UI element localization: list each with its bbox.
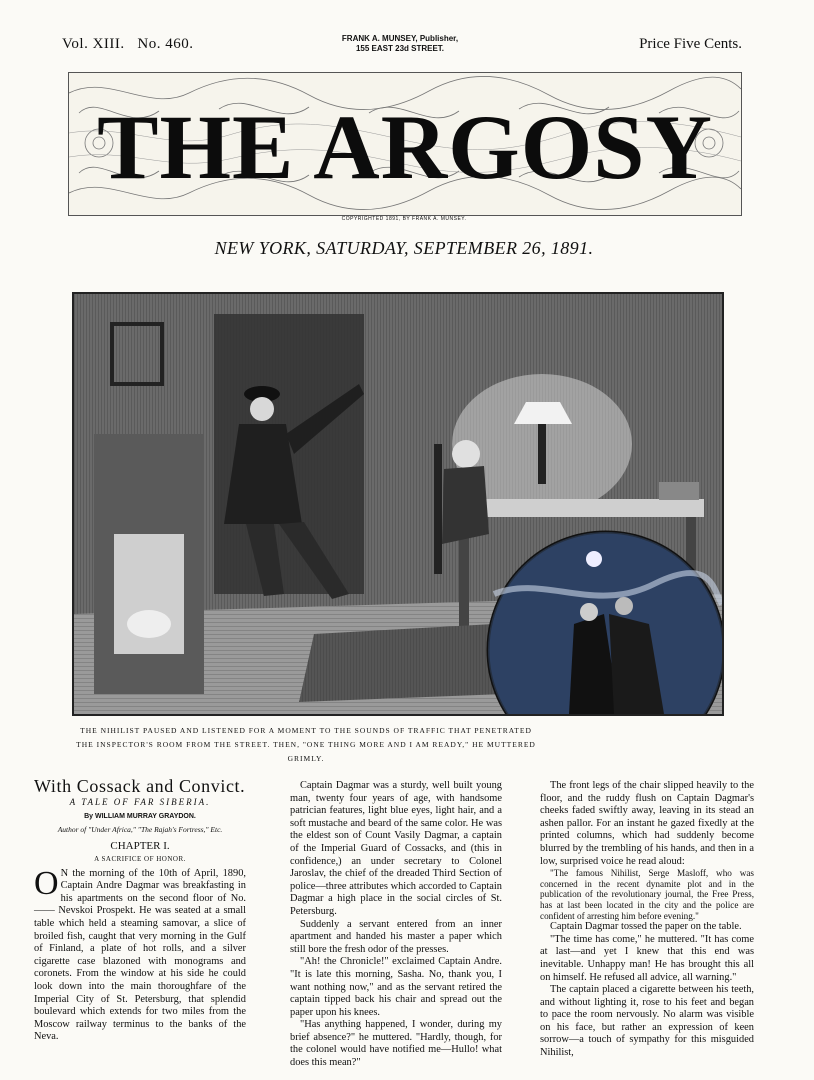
paragraph: "Has anything happened, I wonder, during my brief absence?" he muttered. "Hardly, though, for the colonel would have notified me—Hullo! what does this mean?" (290, 1019, 502, 1069)
engraving-illustration (72, 292, 724, 716)
story-byline: By WILLIAM MURRAY GRAYDON. (84, 813, 196, 821)
issue-number: No. 460. (137, 36, 194, 52)
column-2 (290, 780, 502, 1070)
publisher-name: FRANK A. MUNSEY, Publisher, (341, 34, 459, 43)
paragraph: Suddenly a servant entered from an inner apartment and handed his master a paper which still bore the fresh odor of the presses. (290, 918, 502, 955)
copyright-line: COPYRIGHTED 1891, BY FRANK A. MUNSEY. (341, 216, 467, 222)
paragraph: The captain placed a cigarette between his teeth, and without lighting it, rose to his feet and began to pace the room nervously. No alarm was visible on his face, but rather an expression of keen sorrow—a touch of sympathy for this misguided Nihilist, (540, 984, 754, 1059)
paragraph: Captain Dagmar was a sturdy, well built young man, twenty four years of age, with handsome patrician features, light blue eyes, light hair, and a soft mustache and beard of the same color. He was the eldest son of Count Vasily Dagmar, a captain of the Imperial Guard of Cossacks, and (this in confidence,) an under secretary to Colonel Jaroslav, the chief of the dreaded Third Section of police—three attributes which accorded to Captain Dagmar a high place in the social circles of St. Petersburg. (290, 780, 502, 917)
story-subtitle: A TALE OF FAR SIBERIA. (69, 796, 211, 807)
chapter-title: A SACRIFICE OF HONOR. (94, 854, 186, 863)
column-1 (34, 776, 246, 1044)
masthead-banner (68, 72, 742, 216)
paragraph: "The time has come," he muttered. "It has come at last—and yet I knew that this end was inevitable. Unhappy man! He has brought this all on himself. He refused all advice, all warning." (540, 933, 754, 983)
paragraph: "Ah! the Chronicle!" exclaimed Captain Andre. "It is late this morning, Sasha. No, thank you, I want nothing now," and as the servant retired the captain tipped back his chair and spread out the paper upon his knees. (290, 956, 502, 1018)
masthead-title: THE ARGOSY (97, 96, 713, 198)
drop-cap: O (34, 864, 59, 902)
story-title: With Cossack and Convict. (34, 776, 246, 796)
chapter-heading: CHAPTER I. (110, 840, 170, 853)
volume-number (62, 36, 193, 53)
illustration-caption: THE NIHILIST PAUSED AND LISTENED FOR A MOMENT TO THE SOUNDS OF TRAFFIC THAT PENETRATED THE INSPECTOR'S ROOM FROM THE STREET. THEN, "ONE THING MORE AND I AM READY," HE MUTTERED GRIMLY. (76, 726, 536, 763)
column-3 (540, 780, 754, 1060)
publisher-info (300, 34, 500, 54)
paragraph: The front legs of the chair slipped heavily to the floor, and the ruddy flush on Captain Dagmar's cheeks faded swiftly away, leaving in its stead an ashen pallor. For an instant he gazed fixedly at the printed columns, which had suddenly become blurred by the trembling of his hands, and then in a low, surprised voice he read aloud: (540, 780, 754, 867)
engraving-scene (74, 294, 722, 714)
paragraph (34, 864, 246, 1044)
quoted-news-item: "The famous Nihilist, Serge Masloff, who was concerned in the recent dynamite plot and in the publication of the revolutionary journal, the Free Press, has at last been located in the city and the police are confident of arresting him before evening." (540, 868, 754, 921)
author-note: Author of "Under Africa," "The Rajah's Fortress," Etc. (57, 824, 223, 834)
paragraph: Captain Dagmar tossed the paper on the table. (550, 921, 742, 933)
paragraph-text: N the morning of the 10th of April, 1890, Captain Andre Dagmar was breakfasting in his apartments on the second floor of No. —— Nevskoi Prospekt. He was seated at a small table which held a steaming samovar, a slice of broiled fish, caught that very morning in the Gulf of Finland, a plate of hot rolls, and a silver cigarette case blazoned with monograms and coronets. From the window at his side he could look down into the main thoroughfare of the Imperial City of St. Petersburg, that splendid boulevard which extends for two miles from the Moscow railway terminus to the banks of the Neva. (34, 867, 246, 1043)
dateline: NEW YORK, SATURDAY, SEPTEMBER 26, 1891. (214, 238, 594, 258)
volume: Vol. XIII. (62, 36, 125, 52)
publisher-address: 155 EAST 23d STREET. (355, 44, 445, 53)
price: Price Five Cents. (639, 36, 742, 52)
